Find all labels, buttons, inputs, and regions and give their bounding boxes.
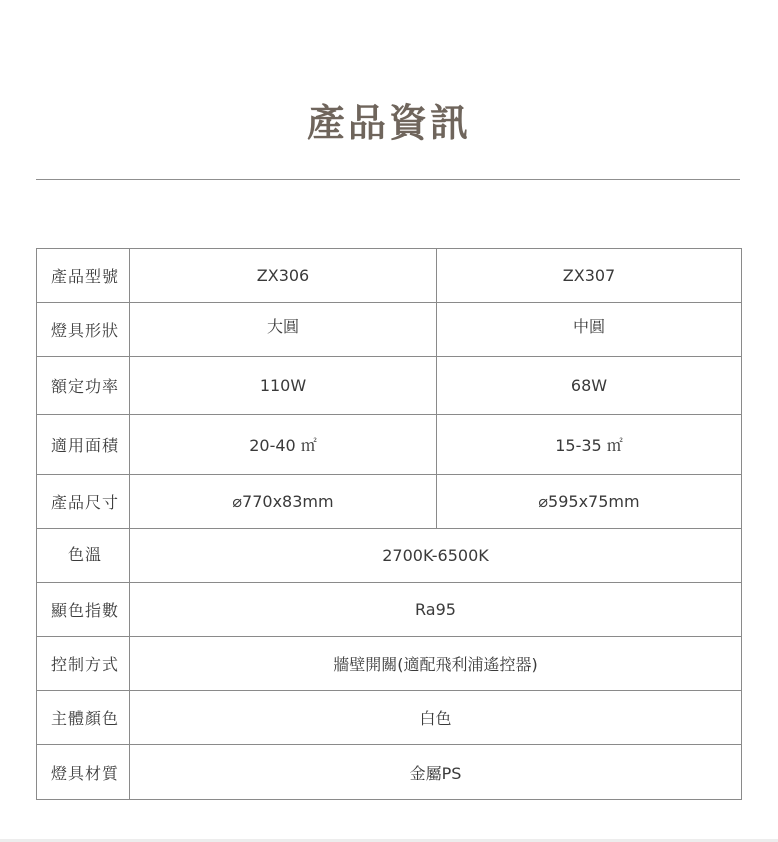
row-label: 燈具材質 xyxy=(37,745,130,800)
row-label: 額定功率 xyxy=(37,357,130,415)
area-zx306: 20-40 ㎡ xyxy=(130,415,437,475)
size-zx307: ⌀595x75mm xyxy=(437,475,742,529)
product-spec-table xyxy=(36,248,742,800)
row-label: 主體顏色 xyxy=(37,691,130,745)
power-zx306: 110W xyxy=(130,357,437,415)
title-divider xyxy=(36,179,740,180)
row-label: 控制方式 xyxy=(37,637,130,691)
row-label: 顯色指數 xyxy=(37,583,130,637)
table-row-cri xyxy=(37,583,742,637)
size-zx306: ⌀770x83mm xyxy=(130,475,437,529)
page-title: 產品資訊 xyxy=(306,101,471,145)
model-zx307: ZX307 xyxy=(437,249,742,303)
row-label: 產品型號 xyxy=(37,249,130,303)
shape-zx306: 大圓 xyxy=(130,303,437,357)
model-zx306: ZX306 xyxy=(130,249,437,303)
row-label: 適用面積 xyxy=(37,415,130,475)
table-row-size xyxy=(37,475,742,529)
table-row-power xyxy=(37,357,742,415)
table-row-body-color xyxy=(37,691,742,745)
cri-value: Ra95 xyxy=(130,583,742,637)
body-color-value: 白色 xyxy=(130,691,742,745)
material-value: 金屬PS xyxy=(130,745,742,800)
area-zx307: 15-35 ㎡ xyxy=(437,415,742,475)
table-row-model xyxy=(37,249,742,303)
color-temp-value: 2700K-6500K xyxy=(130,529,742,583)
table-row-material xyxy=(37,745,742,800)
row-label: 燈具形狀 xyxy=(37,303,130,357)
shape-zx307: 中圓 xyxy=(437,303,742,357)
table-row-control xyxy=(37,637,742,691)
row-label: 色溫 xyxy=(37,529,130,583)
control-value: 牆壁開關(適配飛利浦遙控器) xyxy=(130,637,742,691)
table-row-area xyxy=(37,415,742,475)
table-row-color-temp xyxy=(37,529,742,583)
power-zx307: 68W xyxy=(437,357,742,415)
table-row-shape xyxy=(37,303,742,357)
row-label: 產品尺寸 xyxy=(37,475,130,529)
